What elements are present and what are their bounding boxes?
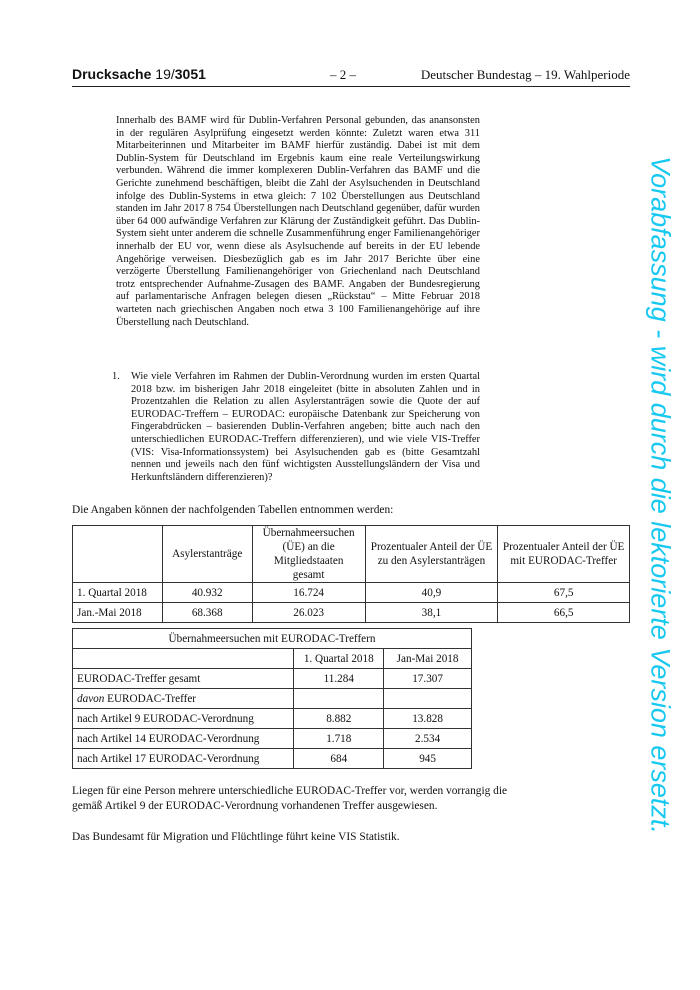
table-cell: 68.368 [162, 603, 252, 623]
row-label [73, 689, 294, 709]
table-cell: 1. Quartal 2018 [73, 583, 163, 603]
table-header-cell: Asylerstanträge [162, 526, 252, 583]
table-header-cell [73, 526, 163, 583]
table-cell: 945 [384, 749, 472, 769]
table-header-cell: 1. Quartal 2018 [294, 649, 384, 669]
table-cell: 17.307 [384, 669, 472, 689]
table-cell: 66,5 [498, 603, 630, 623]
table-row [73, 709, 472, 729]
table-cell: 40,9 [365, 583, 498, 603]
table-header-cell: Übernahmeersuchen (ÜE) an die Mitgliedstaaten gesamt [252, 526, 365, 583]
doc-number: 3051 [174, 66, 206, 82]
row-label-text: EURODAC-Treffer [104, 692, 197, 705]
table-header-row [73, 526, 630, 583]
table-row [73, 689, 472, 709]
table-header-cell [73, 649, 294, 669]
question-text: Wie viele Verfahren im Rahmen der Dublin-Verordnung wurden im ersten Quartal 2018 bzw. im bisherigen Jahr 2018 eingeleitet (bitte in absoluten Zahlen und in Prozentzahlen die Relation zu allen Asylerstanträgen sowie die Quote der auf EURODAC-Treffern – EURODAC: europäische Datenbank zur Speicherung von Fingerabdrücken – basierenden Dublin-Verfahren angeben; bitte auch nach den unterschiedlichen EURODAC-Treffern differenzieren), und wie viele VIS-Treffer (VIS: Visa-Informationssystem) bei Asylsuchenden gab es (bitte Gesamtzahl nennen und jeweils nach den fünf wichtigsten Ausstellungsländern der Visa und Herkunftsländern differenzieren)? [131, 371, 480, 483]
note-eurodac: Liegen für eine Person mehrere unterschiedliche EURODAC-Treffer vor, werden vorrangig die gemäß Artikel 9 der EURODAC-Verordnung vorhandenen Treffer ausgewiesen. [72, 785, 508, 812]
question-number: 1. [112, 371, 120, 382]
table-cell: 11.284 [294, 669, 384, 689]
row-label: EURODAC-Treffer gesamt [73, 669, 294, 689]
note-vis: Das Bundesamt für Migration und Flüchtlinge führt keine VIS Statistik. [72, 831, 400, 843]
table-cell [294, 689, 384, 709]
table-cell: 38,1 [365, 603, 498, 623]
table-caption: Übernahmeersuchen mit EURODAC-Treffern [73, 629, 472, 649]
intro-paragraph: Innerhalb des BAMF wird für Dublin-Verfahren Personal gebunden, das anansonsten in der regulären Asylprüfung eingesetzt werden könnte: Zuletzt waren etwa 311 Mitarbeiterinnen und Mitarbeiter im BAMF hierfür zuständig. Dabei ist mit dem Dublin-System für Deutschland im Ergebnis kaum eine reale Verteilungswirkung verbunden. Während die immer komplexeren Dublin-Verfahren das BAMF und die Gerichte zunehmend beschäftigen, bleibt die Zahl der Asylsuchenden in Deutschland infolge des Dublin-Systems in etwa gleich: 7 102 Überstellungen aus Deutschland standen im Jahr 2017 8 754 Überstellungen nach Deutschland gegenüber, dafür wurden über 64 000 aufwändige Verfahren zur Klärung der Zuständigkeit geführt. Das Dublin-System sieht unter anderem die schnelle Zusammenführung enger Familienangehöriger innerhalb der EU vor, wenn diese als Asylsuchende auf bereits in der EU lebende Angehörige verweisen. Diesbezüglich gab es im Jahr 2017 Berichte über eine verzögerte Überstellung Familienangehöriger von Griechenland nach Deutschland trotz entsprechender Aufnahme-Zusagen des BAMF. Angaben der Bundesregierung auf parlamentarische Anfragen belegen diesen „Rückstau“ – Mitte Februar 2018 warteten nach griechischen Angaben noch etwa 3 100 Familienangehörige auf ihre Überstellung nach Deutschland. [116, 115, 480, 328]
table-cell: 67,5 [498, 583, 630, 603]
table-header-cell: Jan-Mai 2018 [384, 649, 472, 669]
table-cell: 40.932 [162, 583, 252, 603]
table-row [73, 729, 472, 749]
table-cell: 26.023 [252, 603, 365, 623]
table-cell: 8.882 [294, 709, 384, 729]
table-cell: 2.534 [384, 729, 472, 749]
table-header-cell: Prozentualer Anteil der ÜE zu den Asylerstanträgen [365, 526, 498, 583]
row-label: nach Artikel 9 EURODAC-Verordnung [73, 709, 294, 729]
document-number [72, 66, 206, 82]
table-cell: 684 [294, 749, 384, 769]
table-cell [384, 689, 472, 709]
table-header-cell: Prozentualer Anteil der ÜE mit EURODAC-Treffer [498, 526, 630, 583]
doc-label: Drucksache [72, 66, 152, 82]
eurodac-table [72, 628, 472, 769]
page-number: – 2 – [330, 67, 356, 82]
table-caption-row [73, 629, 472, 649]
table-row [73, 603, 630, 623]
header-rule [72, 86, 630, 87]
draft-watermark: Vorabfassung - wird durch die lektorierte Version ersetzt. [645, 156, 676, 834]
table-cell: Jan.-Mai 2018 [73, 603, 163, 623]
table-row [73, 749, 472, 769]
answer-intro: Die Angaben können der nachfolgenden Tabellen entnommen werden: [72, 504, 394, 516]
table-cell: 13.828 [384, 709, 472, 729]
table-cell: 16.724 [252, 583, 365, 603]
table-row [73, 583, 630, 603]
statistics-table [72, 525, 630, 623]
table-row [73, 669, 472, 689]
page-header [72, 66, 630, 84]
row-label-italic: davon [77, 692, 105, 705]
row-label: nach Artikel 17 EURODAC-Verordnung [73, 749, 294, 769]
table-header-row [73, 649, 472, 669]
row-label: nach Artikel 14 EURODAC-Verordnung [73, 729, 294, 749]
institution-label: Deutscher Bundestag – 19. Wahlperiode [420, 67, 630, 82]
table-cell: 1.718 [294, 729, 384, 749]
doc-number-prefix: 19/ [151, 66, 175, 82]
